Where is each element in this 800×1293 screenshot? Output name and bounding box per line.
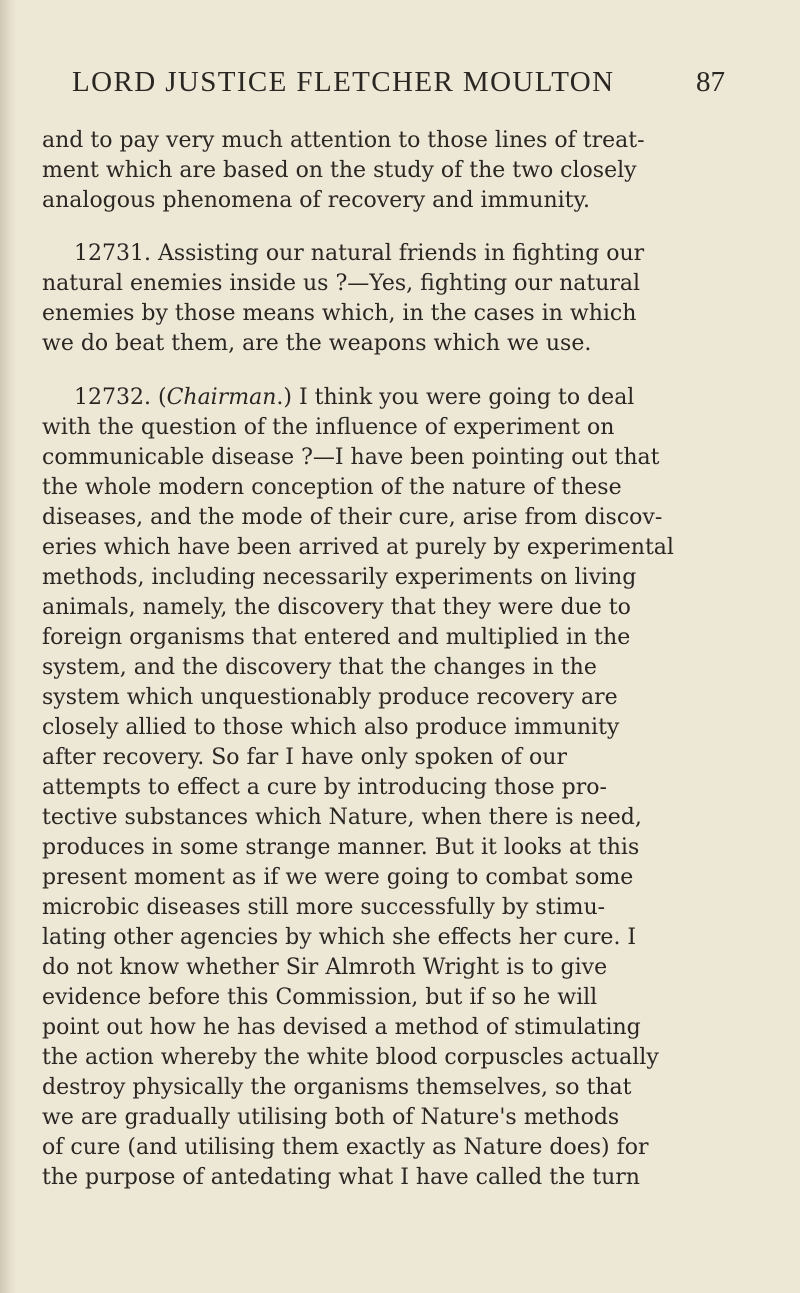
text-line: closely allied to those which also produce immunity [42, 715, 620, 740]
text-line: present moment as if we were going to combat some [42, 865, 634, 890]
question-number: 12732. (Chairman.) I think you were going to deal [74, 385, 635, 410]
text-line: enemies by those means which, in the cases in which [42, 301, 637, 326]
text-line: destroy physically the organisms themselves, so that [42, 1075, 632, 1100]
text-line [74, 383, 634, 413]
text-line: do not know whether Sir Almroth Wright is to give [42, 955, 608, 980]
text-line: point out how he has devised a method of stimulating [42, 1015, 641, 1040]
text-line: methods, including necessarily experiments on living [42, 565, 637, 590]
text-line: animals, namely, the discovery that they were due to [42, 595, 631, 620]
text-line: after recovery. So far I have only spoken of our [42, 745, 567, 770]
text-line: the whole modern conception of the nature of these [42, 475, 622, 500]
text-line: attempts to effect a cure by introducing those pro- [42, 775, 607, 800]
running-head [28, 66, 780, 106]
page-number: 87 [696, 66, 725, 98]
text-line: the action whereby the white blood corpuscles actually [42, 1045, 659, 1070]
text-line: system, and the discovery that the changes in the [42, 655, 597, 680]
text-line: with the question of the influence of experiment on [42, 415, 615, 440]
text-line: analogous phenomena of recovery and immunity. [42, 188, 591, 213]
speaker-name: Chairman [166, 385, 277, 410]
text-line: microbic diseases still more successfully by stimu- [42, 895, 606, 920]
text-line: evidence before this Commission, but if so he will [42, 985, 598, 1010]
running-title: LORD JUSTICE FLETCHER MOULTON [72, 66, 615, 98]
text-line: foreign organisms that entered and multiplied in the [42, 625, 631, 650]
text-line: of cure (and utilising them exactly as Nature does) for [42, 1135, 649, 1160]
text-line: eries which have been arrived at purely by experimental [42, 535, 674, 560]
text-line: natural enemies inside us ?—Yes, fighting our natural [42, 271, 641, 296]
book-page [28, 0, 780, 1293]
text-line: the purpose of antedating what I have called the turn [42, 1165, 640, 1190]
text-line: we are gradually utilising both of Nature's methods [42, 1105, 620, 1130]
text-line: tective substances which Nature, when there is need, [42, 805, 642, 830]
text-line: produces in some strange manner. But it looks at this [42, 835, 640, 860]
text-line: 12731. Assisting our natural friends in fighting our [74, 241, 645, 266]
text-line: lating other agencies by which she effects her cure. I [42, 925, 637, 950]
text-line: ment which are based on the study of the two closely [42, 158, 637, 183]
page-gutter-shadow [0, 0, 16, 1293]
text-line: system which unquestionably produce recovery are [42, 685, 618, 710]
text-line: and to pay very much attention to those lines of treat- [42, 128, 645, 153]
text-line: diseases, and the mode of their cure, arise from discov- [42, 505, 663, 530]
text-line: communicable disease ?—I have been pointing out that [42, 445, 660, 470]
text-line: we do beat them, are the weapons which we use. [42, 331, 592, 356]
